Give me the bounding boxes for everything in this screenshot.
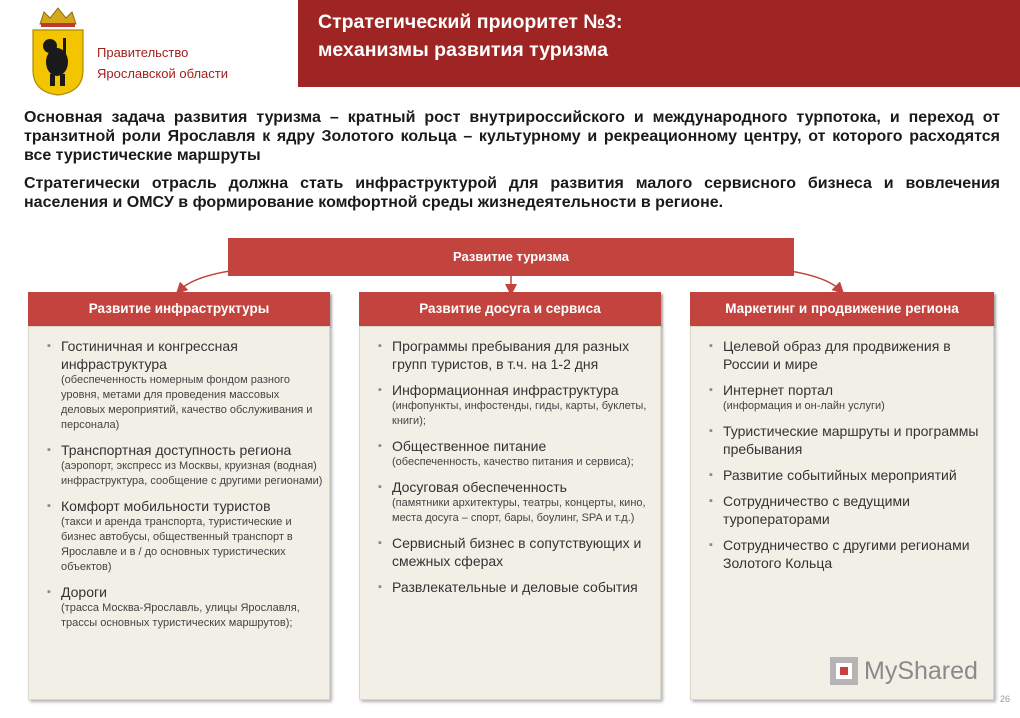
- list-item: ▪ Развлекательные и деловые события: [378, 578, 656, 596]
- column-body: [359, 326, 661, 700]
- list-item: ▪ Сотрудничество с другими регионами Золотого Кольца: [709, 536, 989, 572]
- intro-paragraph-2: Стратегически отрасль должна стать инфраструктурой для развития малого сервисного бизнеса и вовлечения населения и ОМСУ в формирование комфортной среды жизнедеятельности в регионе.: [24, 175, 1000, 211]
- column-header: Маркетинг и продвижение региона: [690, 292, 994, 326]
- list-item: ▪ Целевой образ для продвижения в России и мире: [709, 337, 989, 373]
- list-item: ▪ Сотрудничество с ведущими туроператорами: [709, 492, 989, 528]
- list-item: ▪ Транспортная доступность региона (аэропорт, экспресс из Москвы, круизная (водная) инфраструктура, сообщение с другими регионами): [47, 441, 325, 489]
- page-number: 26: [1000, 694, 1011, 704]
- list-item: ▪ Сервисный бизнес в сопутствующих и смежных сферах: [378, 534, 656, 570]
- intro-text: [24, 108, 1000, 221]
- list-item: ▪ Дороги (трасса Москва-Ярославль, улицы Ярославля, трассы основных туристических маршрутов);: [47, 583, 325, 631]
- main-topic-box: Развитие туризма: [228, 238, 794, 276]
- list-item: ▪ Информационная инфраструктура (инфопункты, инфостенды, гиды, карты, буклеты, книги);: [378, 381, 656, 429]
- title-bar: [298, 0, 1020, 87]
- watermark-text: MyShared: [864, 657, 978, 685]
- list-item: ▪ Развитие событийных мероприятий: [709, 466, 989, 484]
- yaroslavl-coat-of-arms-icon: [30, 4, 86, 96]
- myshared-watermark: [828, 654, 988, 688]
- column-header: Развитие досуга и сервиса: [359, 292, 661, 326]
- column-body: [690, 326, 994, 700]
- list-item: ▪ Комфорт мобильности туристов (такси и аренда транспорта, туристические и бизнес автобусы, общественный транспорт в Ярославле и в / до основных туристических объектов): [47, 497, 325, 575]
- org-line-1: Правительство: [97, 45, 189, 60]
- list-item: ▪ Туристические маршруты и программы пребывания: [709, 422, 989, 458]
- list-item: ▪ Досуговая обеспеченность (памятники архитектуры, театры, концерты, кино, места досуга – спорт, бары, боулинг, SPA и т.д.): [378, 478, 656, 526]
- list-item: ▪ Программы пребывания для разных групп туристов, в т.ч. на 1-2 дня: [378, 337, 656, 373]
- org-line-2: Ярославской области: [97, 66, 228, 81]
- list-item: ▪ Общественное питание (обеспеченность, качество питания и сервиса);: [378, 437, 656, 470]
- column-body: [28, 326, 330, 700]
- column-header: Развитие инфраструктуры: [28, 292, 330, 326]
- intro-paragraph-1: Основная задача развития туризма – кратный рост внутрироссийского и международного турпотока, и переход от транзитной роли Ярославля к ядру Золотого кольца – культурному и рекреационному центру, от которого расходятся все туристические маршруты: [24, 109, 1000, 164]
- myshared-logo-icon: [828, 655, 860, 687]
- list-item: ▪ Интернет портал (информация и он-лайн услуги): [709, 381, 989, 414]
- list-item: ▪ Гостиничная и конгрессная инфраструктура (обеспеченность номерным фондом разного уровня, метами для проведения массовых деловых мероприятий, качество обслуживания и персонала): [47, 337, 325, 433]
- government-label: [97, 42, 228, 84]
- page-title-line-2: механизмы развития туризма: [318, 39, 608, 61]
- page-title-line-1: Стратегический приоритет №3:: [318, 11, 623, 33]
